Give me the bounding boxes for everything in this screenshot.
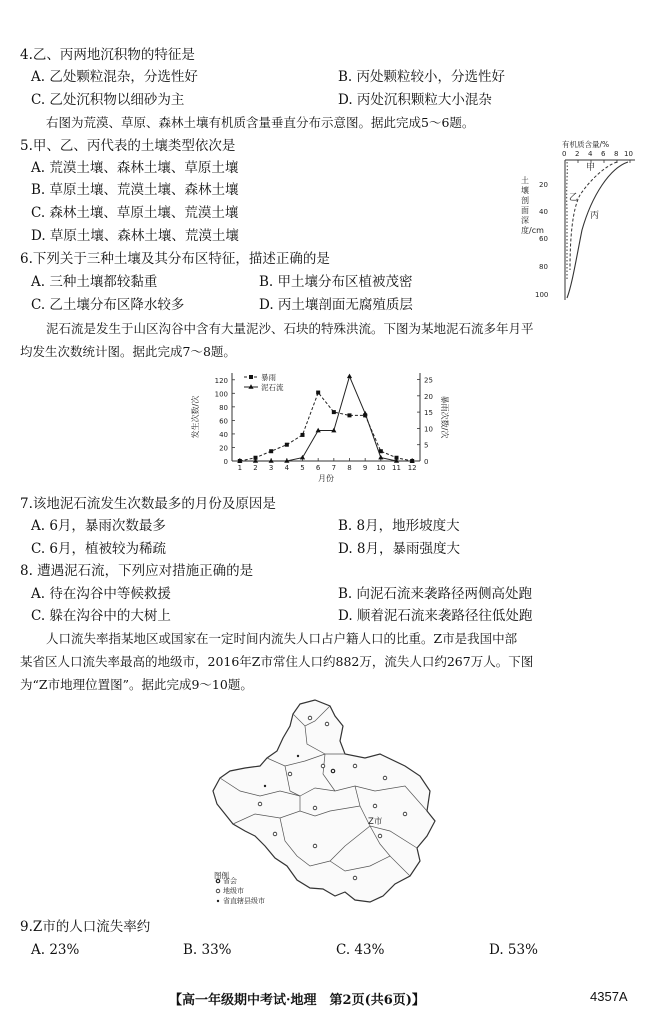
q5-option-b: B. 草原土壤、荒漠土壤、森林土壤	[31, 182, 239, 198]
soil-y-axis-label: 土壤剖面深度/cm	[521, 176, 544, 235]
soil-x-tick: 0	[562, 150, 567, 158]
soil-y-tick: 40	[539, 208, 548, 216]
x-tick-label: 8	[347, 464, 352, 472]
left-tick-label: 40	[219, 430, 228, 439]
x-tick-label: 11	[392, 464, 401, 472]
intro-9-10-line2: 某省区人口流失率最高的地级市，2016年Z市常住人口约882万，流失人口约267万人。下图	[20, 654, 534, 669]
left-tick-label: 60	[219, 417, 228, 426]
q9-option-a: A. 23%	[31, 942, 80, 958]
curve-label-yi: 乙	[569, 193, 579, 203]
series-2-point	[347, 374, 352, 379]
x-tick-label: 2	[253, 464, 258, 472]
q9-option-c: C. 43%	[336, 942, 385, 958]
x-tick-label: 10	[376, 464, 386, 472]
soil-x-tick: 2	[575, 150, 580, 158]
x-tick-label: 1	[237, 464, 243, 472]
q7-stem: 7.该地泥石流发生次数最多的月份及原因是	[20, 496, 276, 512]
soil-y-tick: 60	[539, 235, 548, 243]
curve-label-jia: 甲	[586, 163, 596, 173]
q4-option-b: B. 丙处颗粒较小，分选性好	[338, 69, 506, 85]
left-axis-title: 发生次数/次	[191, 395, 200, 439]
province-map-outline	[205, 696, 445, 914]
x-tick-label: 5	[300, 464, 305, 472]
series-1-point	[285, 443, 289, 447]
intro-5-6: 右图为荒漠、草原、森林土壤有机质含量垂直分布示意图。据此完成5～6题。	[46, 115, 475, 130]
soil-y-tick: 100	[535, 291, 549, 299]
legend-provincial-capital: 省会	[223, 877, 237, 885]
soil-y-tick: 20	[539, 181, 548, 189]
x-tick-label: 4	[284, 464, 290, 472]
right-tick-label: 25	[424, 376, 433, 385]
intro-9-10-line1: 人口流失率指某地区或国家在一定时间内流失人口占户籍人口的比重。Z市是我国中部	[46, 631, 518, 646]
series-1-point	[348, 413, 352, 417]
x-tick-label: 9	[362, 464, 368, 472]
q6-option-b: B. 甲土壤分布区植被茂密	[259, 274, 413, 290]
x-tick-label: 6	[315, 464, 321, 472]
left-tick-label: 120	[214, 376, 228, 385]
right-tick-label: 15	[424, 409, 433, 418]
q5-option-a: A. 荒漠土壤、森林土壤、草原土壤	[31, 160, 239, 176]
left-tick-label: 100	[214, 390, 228, 399]
series-line-1	[240, 393, 412, 461]
q4-option-d: D. 丙处沉积颗粒大小混杂	[338, 92, 492, 108]
page-footer-title: 【高一年级期中考试·地理 第2页(共6页)】	[169, 993, 425, 1008]
legend-county-city: 省直辖县级市	[223, 897, 265, 905]
q4-option-a: A. 乙处颗粒混杂，分选性好	[31, 69, 198, 85]
right-tick-label: 0	[424, 458, 429, 466]
q5-option-d: D. 草原土壤、森林土壤、荒漠土壤	[31, 228, 239, 244]
series-1-point	[316, 391, 320, 395]
series-2-point	[378, 455, 383, 460]
soil-chart-plot	[520, 150, 645, 305]
series-2-point	[300, 455, 305, 460]
curve-label-bing: 丙	[590, 211, 600, 221]
intro-7-8-line1: 泥石流是发生于山区沟谷中含有大量泥沙、石块的特殊洪流。下图为某地泥石流多年月平	[46, 321, 534, 336]
q8-stem: 8. 遭遇泥石流，下列应对措施正确的是	[20, 563, 254, 579]
soil-curve-bing	[567, 162, 628, 298]
right-tick-label: 10	[424, 425, 433, 434]
left-tick-label: 0	[223, 458, 228, 466]
q6-stem: 6.下列关于三种土壤及其分布区特征，描述正确的是	[20, 251, 330, 267]
page-footer-code: 4357A	[590, 989, 628, 1004]
q6-option-d: D. 丙土壤剖面无腐殖质层	[259, 297, 413, 313]
soil-x-tick: 10	[624, 150, 633, 158]
intro-9-10-line3: 为“Z市地理位置图”。据此完成9～10题。	[20, 677, 253, 692]
left-tick-label: 80	[219, 403, 228, 412]
q4-option-c: C. 乙处沉积物以细砂为主	[31, 92, 185, 108]
q7-option-c: C. 6月，植被较为稀疏	[31, 541, 167, 557]
q9-option-b: B. 33%	[183, 942, 232, 958]
right-axis-title: 暴雨次数/次	[440, 395, 449, 439]
q8-option-b: B. 向泥石流来袭路径两侧高处跑	[338, 586, 533, 602]
intro-7-8-line2: 均发生次数统计图。据此完成7～8题。	[20, 344, 236, 359]
legend-prefecture-city: 地级市	[223, 887, 244, 895]
x-tick-label: 12	[407, 464, 417, 472]
soil-y-tick: 80	[539, 263, 548, 271]
q8-option-d: D. 顺着泥石流来袭路径往低处跑	[338, 608, 533, 624]
left-tick-label: 20	[219, 444, 228, 453]
x-axis-title: 月份	[318, 474, 334, 483]
q7-option-b: B. 8月，地形坡度大	[338, 518, 460, 534]
right-tick-label: 20	[424, 392, 433, 401]
series-1-point	[301, 433, 305, 437]
q9-stem: 9.Z市的人口流失率约	[20, 919, 151, 935]
legend-label-2: 泥石流	[261, 383, 284, 392]
q5-stem: 5.甲、乙、丙代表的土壤类型依次是	[20, 138, 236, 154]
series-2-point	[363, 411, 368, 416]
q8-option-c: C. 躲在沟谷中的大树上	[31, 608, 171, 624]
soil-x-tick: 4	[588, 150, 593, 158]
soil-x-tick: 6	[601, 150, 606, 158]
soil-chart-title: 有机质含量/%	[562, 140, 610, 149]
series-1-point	[332, 410, 336, 414]
q6-option-c: C. 乙土壤分布区降水较多	[31, 297, 185, 313]
z-city-label: Z市	[368, 817, 383, 827]
map-legend-title: 图例	[214, 871, 229, 880]
q8-option-a: A. 待在沟谷中等候救援	[31, 586, 171, 602]
q7-option-a: A. 6月，暴雨次数最多	[31, 518, 166, 534]
mudflow-chart	[188, 365, 448, 493]
legend-marker-1	[249, 375, 253, 379]
x-tick-label: 7	[331, 464, 337, 472]
soil-x-tick: 8	[614, 150, 619, 158]
soil-curve-jia	[567, 162, 568, 280]
q6-option-a: A. 三种土壤都较黏重	[31, 274, 158, 290]
right-tick-label: 5	[424, 441, 429, 450]
series-1-point	[269, 449, 273, 453]
q5-option-c: C. 森林土壤、草原土壤、荒漠土壤	[31, 205, 239, 221]
legend-label-1: 暴雨	[261, 373, 276, 382]
q4-stem: 4.乙、丙两地沉积物的特征是	[20, 47, 195, 63]
q7-option-d: D. 8月，暴雨强度大	[338, 541, 461, 557]
q9-option-d: D. 53%	[489, 942, 538, 958]
x-tick-label: 3	[268, 464, 274, 472]
